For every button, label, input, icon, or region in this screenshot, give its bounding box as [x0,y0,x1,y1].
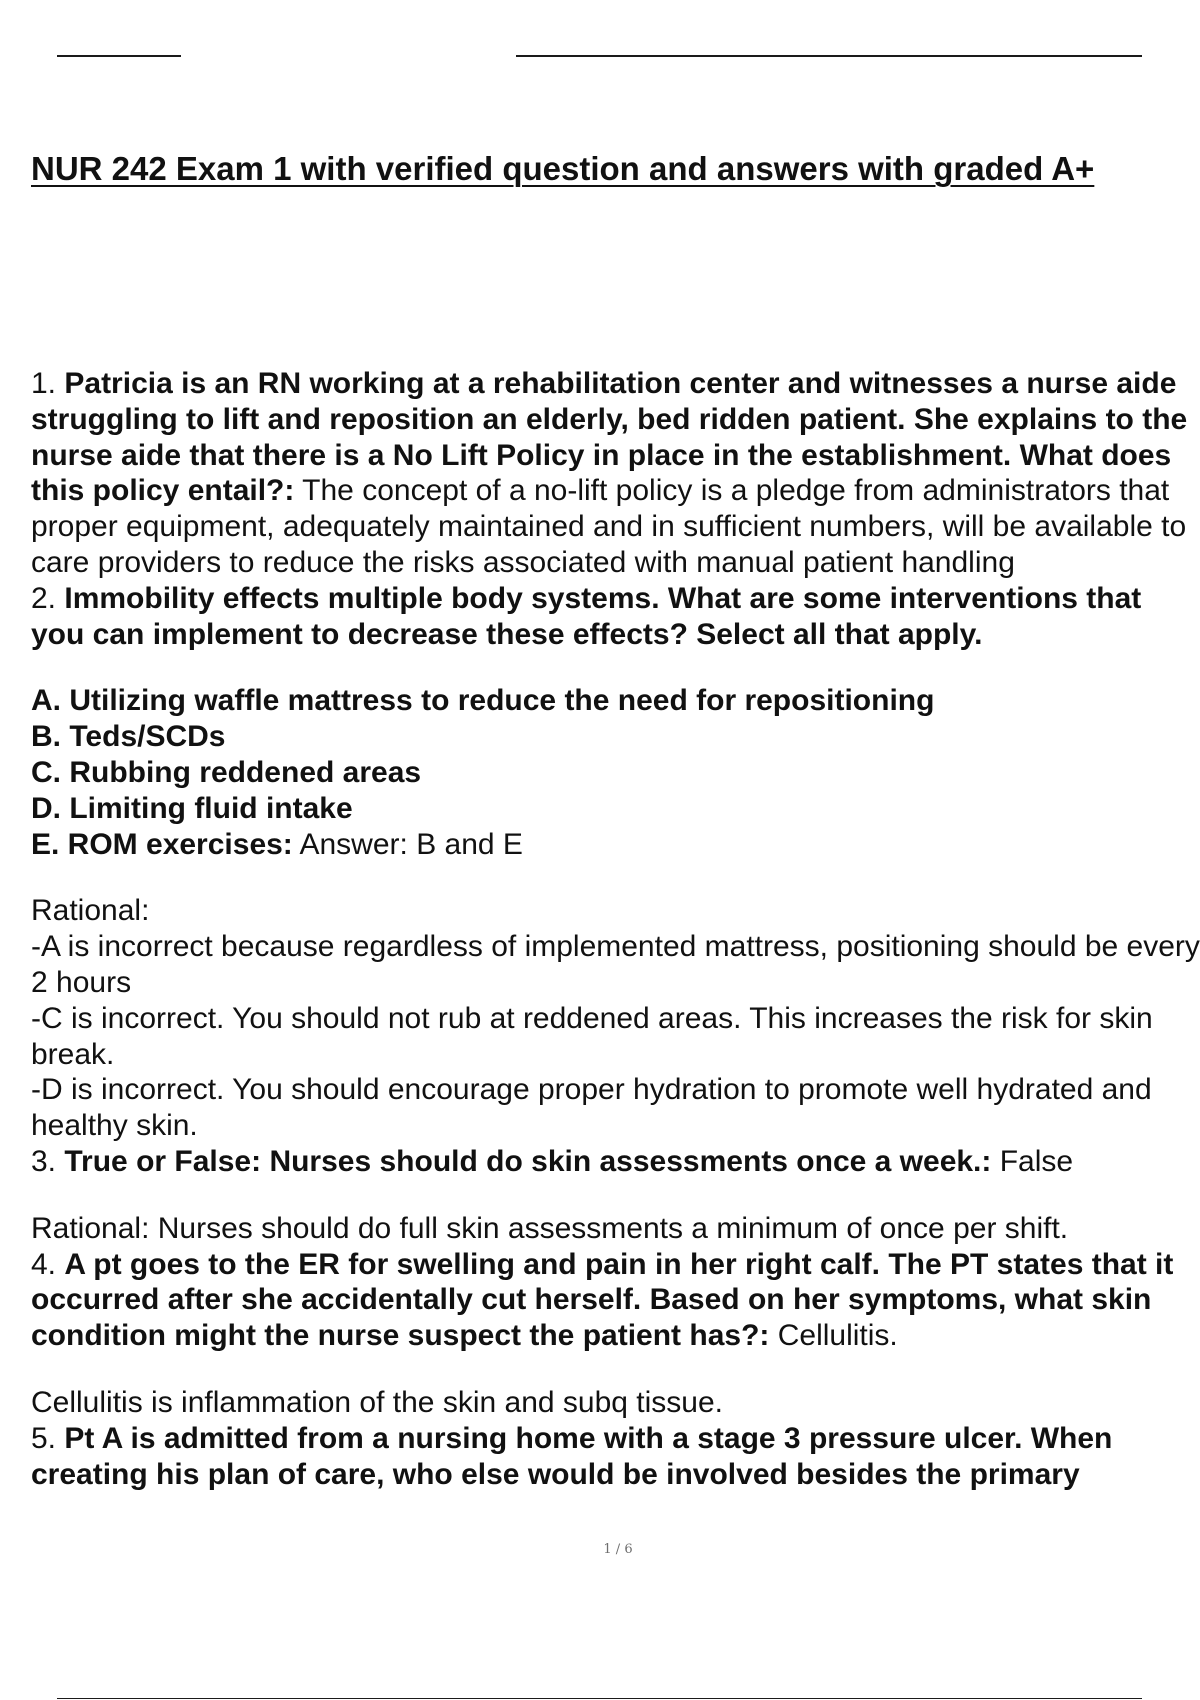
question-3 [31,1144,1200,1180]
question-5 [31,1421,1200,1493]
header-rule-left [57,55,181,57]
question-3-prompt: True or False: Nurses should do skin assessments once a week.: [64,1144,992,1178]
document-title: NUR 242 Exam 1 with verified question and answers with graded A+ [31,150,1095,187]
question-2-option-d: D. Limiting fluid intake [31,791,353,825]
question-4 [31,1247,1200,1354]
document-body [31,366,1200,1551]
footer-rule [57,1698,1142,1699]
question-2-number: 2. [31,581,57,615]
question-1-answer: The concept of a no-lift policy is a pledge from administrators that proper equipment, adequately maintained and in sufficient numbers, will be available to care providers to reduce the risks associated with manual patient handling [31,474,1187,579]
question-2-prompt: Immobility effects multiple body systems. What are some interventions that you can implement to decrease these effects? Select all that apply. [31,581,1142,651]
question-2-rationale-c: -C is incorrect. You should not rub at reddened areas. This increases the risk for skin break. [31,1001,1153,1071]
question-3-answer: False [999,1144,1074,1178]
question-5-number: 5. [31,1421,57,1455]
page-number: 1 / 6 [603,1542,633,1557]
question-2-rationale-a: -A is incorrect because regardless of implemented mattress, positioning should be every 2 hours [31,930,1200,999]
question-1 [31,366,1200,581]
question-1-number: 1. [31,367,57,400]
header-rule-right [516,55,1142,57]
question-2-rationale-d: -D is incorrect. You should encourage proper hydration to promote well hydrated and healthy skin. [31,1073,1152,1143]
question-4-prompt: A pt goes to the ER for swelling and pain in her right calf. The PT states that it occurred after she accidentally cut herself. Based on her symptoms, what skin condition might the nurse suspect the patient has?: [31,1247,1174,1353]
question-2-rationale-label: Rational: [31,894,150,928]
question-2-answer: Answer: B and E [299,827,523,861]
question-1-prompt: Patricia is an RN working at a rehabilitation center and witnesses a nurse aide struggling to lift and reposition an elderly, bed ridden patient. She explains to the nurse aide that there is a No Lift Policy in place in the establishment. What does this policy entail?: [31,367,1188,508]
question-4-note: Cellulitis is inflammation of the skin and subq tissue. [31,1385,723,1419]
question-2-option-b: B. Teds/SCDs [31,720,226,754]
question-3-rationale: Rational: Nurses should do full skin assessments a minimum of once per shift. [31,1211,1069,1245]
question-3-number: 3. [31,1144,57,1178]
question-2-option-c: C. Rubbing reddened areas [31,755,422,789]
question-2 [31,581,1200,653]
question-4-number: 4. [31,1247,57,1281]
question-5-prompt: Pt A is admitted from a nursing home with a stage 3 pressure ulcer. When creating his plan of care, who else would be involved besides the primary [31,1421,1113,1491]
question-2-option-e: E. ROM exercises: Answer: B and E [31,827,523,861]
question-2-option-a: A. Utilizing waffle mattress to reduce the need for repositioning [31,684,935,718]
question-4-answer: Cellulitis. [777,1319,898,1353]
